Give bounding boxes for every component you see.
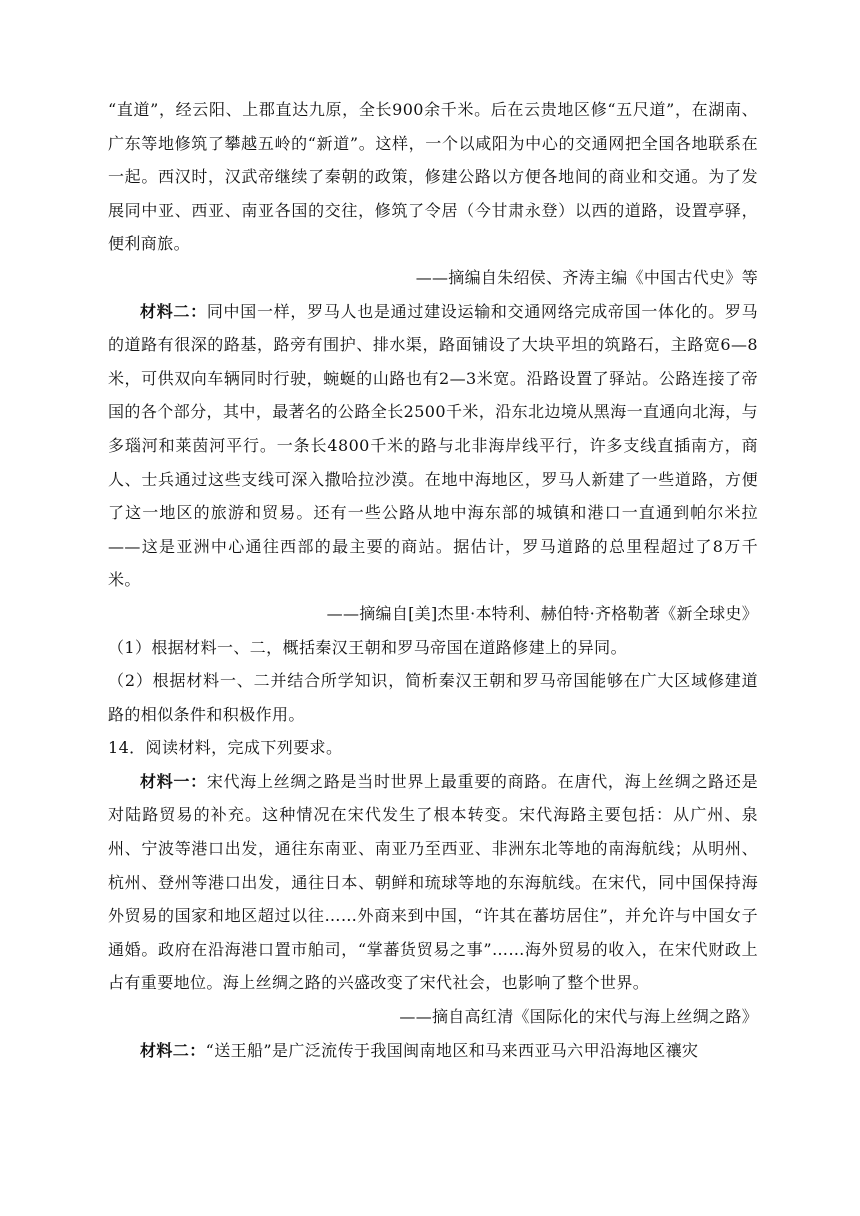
material-1-continuation: “直道”，经云阳、上郡直达九原，全长900余千米。后在云贵地区修“五尺道”，在湖南、广东等地修筑了攀越五岭的“新道”。这样，一个以咸阳为中心的交通网把全国各地联系在一起。西汉时，汉武帝继续了秦朝的政策，修建公路以方便各地间的商业和交通。为了发展同中亚、西亚、南亚各国的交往，修筑了令居（今甘肃永登）以西的道路，设置亭驿，便利商旅。 — [108, 100, 758, 254]
q14-material-1-label: 材料一： — [140, 771, 207, 791]
q14-source-citation-1: ——摘自高红清《国际化的宋代与海上丝绸之路》 — [399, 1007, 758, 1027]
material-2-paragraph — [108, 295, 758, 597]
source-citation-1: ——摘编自朱绍侯、齐涛主编《中国古代史》等 — [415, 267, 758, 287]
q14-material-2-text: “送王船”是广泛流传于我国闽南地区和马来西亚马六甲沿海地区禳灾 — [205, 1040, 699, 1060]
material-2-label: 材料二： — [140, 301, 207, 321]
material-2-text: 同中国一样，罗马人也是通过建设运输和交通网络完成帝国一体化的。罗马的道路有很深的路基，路旁有围护、排水渠，路面铺设了大块平坦的筑路石，主路宽6—8米，可供双向车辆同时行驶，蜿蜒的山路也有2—3米宽。沿路设置了驿站。公路连接了帝国的各个部分，其中，最著名的公路全长2500千米，沿东北边境从黑海一直通向北海，与多瑙河和莱茵河平行。一条长4800千米的路与北非海岸线平行，许多支线直插南方，商人、士兵通过这些支线可深入撒哈拉沙漠。在地中海地区，罗马人新建了一些道路，方便了这一地区的旅游和贸易。还有一些公路从地中海东部的城镇和港口一直通到帕尔米拉——这是亚洲中心通往西部的最主要的商站。据估计，罗马道路的总里程超过了8万千米。 — [108, 301, 758, 590]
q14-material-2-label: 材料二： — [140, 1040, 206, 1060]
q14-material-1-paragraph — [108, 765, 758, 1000]
q14-material-1-text: 宋代海上丝绸之路是当时世界上最重要的商路。在唐代，海上丝绸之路还是对陆路贸易的补充。这种情况在宋代发生了根本转变。宋代海路主要包括：从广州、泉州、宁波等港口出发，通往东南亚、南亚乃至西亚、非洲东北等地的南海航线；从明州、杭州、登州等港口出发，通往日本、朝鲜和琉球等地的东海航线。在宋代，同中国保持海外贸易的国家和地区超过以往……外商来到中国，“许其在蕃坊居住”，并允许与中国女子通婚。政府在沿海港口置市舶司，“掌蕃货贸易之事”……海外贸易的收入，在宋代财政上占有重要地位。海上丝绸之路的兴盛改变了宋代社会，也影响了整个世界。 — [108, 771, 758, 993]
question-2: （2）根据材料一、二并结合所学知识，简析秦汉王朝和罗马帝国能够在广大区域修建道路的相似条件和积极作用。 — [108, 671, 758, 724]
question-14-heading: 14．阅读材料，完成下列要求。 — [108, 738, 343, 758]
q14-material-2-paragraph — [108, 1034, 758, 1068]
document-body — [108, 93, 758, 1067]
question-1: （1）根据材料一、二，概括秦汉王朝和罗马帝国在道路修建上的异同。 — [108, 637, 627, 657]
source-citation-2: ——摘编自[美]杰里·本特利、赫伯特·齐格勒著《新全球史》 — [326, 603, 758, 623]
